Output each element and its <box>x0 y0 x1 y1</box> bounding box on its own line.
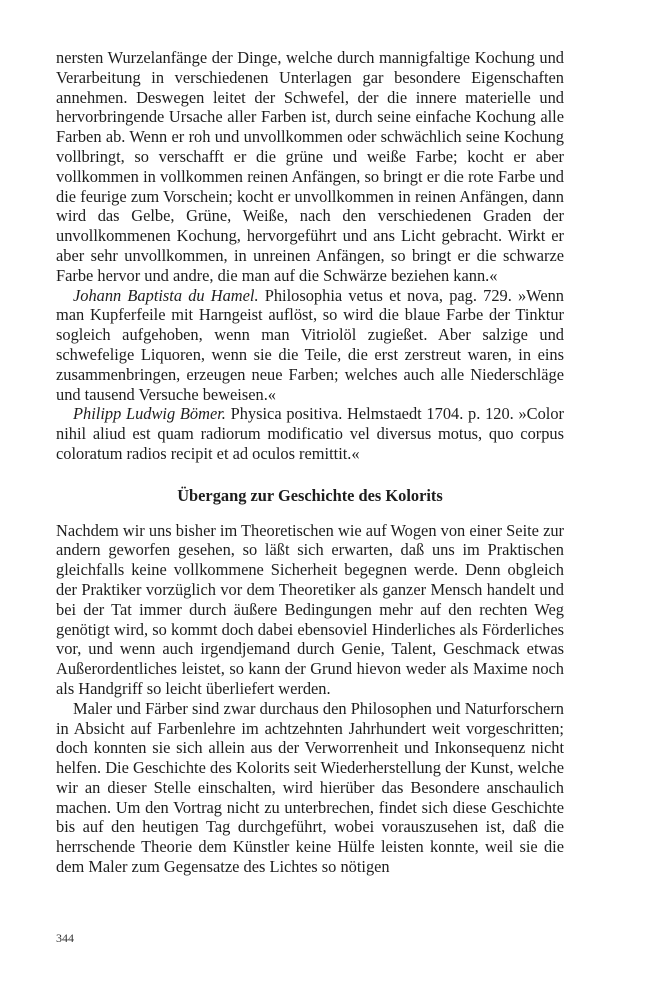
author-name: Philipp Ludwig Bömer. <box>73 404 226 424</box>
citation-text: Philosophia vetus et nova, pag. 729. »Wenn man Kupferfeile mit Harngeist auflöst, so wird die blaue Farbe der Tinktur sogleich aufgehoben, wenn man Vitriolöl zugießet. Aber salzige und schwefelige Liquoren, wenn sie die Teile, die erst zerstreut waren, in eins zusammenbringen, erzeugen neue Farben; welches auch alle Niederschläge und tausend Versuche beweisen.« <box>56 285 564 404</box>
paragraph-boemer <box>56 404 564 463</box>
author-name: Johann Baptista du Hamel. <box>73 285 259 305</box>
section-heading: Übergang zur Geschichte des Kolorits <box>177 485 443 505</box>
page-number: 344 <box>56 931 74 945</box>
page-body <box>56 48 564 877</box>
paragraph-body: Maler und Färber sind zwar durchaus den Philosophen und Naturforschern in Absicht auf Farbenlehre im achtzehnten Jahrhundert weit vorgeschritten; doch konnten sie sich allein aus der Verworrenheit und Inkonsequenz nicht helfen. Die Geschichte des Kolorits seit Wiederherstellung der Kunst, welche wir an dieser Stelle einschalten, wird hierüber das Besondere anschaulich machen. Um den Vortrag nicht zu unterbrechen, findet sich diese Geschichte bis auf den heutigen Tag durchgeführt, wobei vorauszusehen ist, daß die herrschende Theorie dem Künstler keine Hülfe leisten konnte, weil sie die dem Maler zum Gegensatze des Lichtes so nötigen <box>56 698 564 877</box>
paragraph-continuation: nersten Wurzelanfänge der Dinge, welche durch mannigfaltige Kochung und Verarbeitung in verschiedenen Unterlagen gar besondere Eigenschaften annehmen. Deswegen leitet der Schwefel, der die innere materielle und hervorbringende Ursache aller Farben ist, durch seine einfache Kochung alle Farben ab. Wenn er roh und unvollkommen oder schwächlich seine Kochung vollbringt, so verschafft er die grüne und weiße Farbe; kocht er aber vollkommen in vollkommen reinen Anfängen, so bringt er die rote Farbe und die feurige zum Vorschein; kocht er unvollkommen in reinen Anfängen, dann wird das Gelbe, Grüne, Weiße, nach den verschiedenen Graden der unvollkommenen Kochung, hervorgeführt und ans Licht gebracht. Wirkt er aber sehr unvollkommen, in unreinen Anfängen, so bringt er die schwarze Farbe hervor und andre, die man auf die Schwärze beziehen kann.« <box>56 48 564 285</box>
paragraph-du-hamel <box>56 286 564 405</box>
paragraph-body: Nachdem wir uns bisher im Theoretischen wie auf Wogen von einer Seite zur andern geworfen gesehen, so läßt sich erwarten, daß uns im Praktischen gleichfalls keine vollkommene Sicherheit begegnen werde. Denn obgleich der Praktiker vorzüglich vor dem Theoretiker als ganzer Mensch handelt und bei der Tat immer durch äußere Bedingungen mehr auf den rechten Weg genötigt wird, so kommt doch dabei ebensoviel Hinderliches als Förderliches vor, und wenn auch irgendjemand durch Genie, Talent, Geschmack etwas Außerordentliches leistet, so kann der Grund hievon weder als Maxime noch als Handgriff so leicht überliefert werden. <box>56 520 564 698</box>
citation-text: Physica positiva. Helmstaedt 1704. p. 120. »Color nihil aliud est quam radiorum modificatio vel diversus motus, quo corpus coloratum radios recipit et ad oculos remittit.« <box>56 404 565 463</box>
